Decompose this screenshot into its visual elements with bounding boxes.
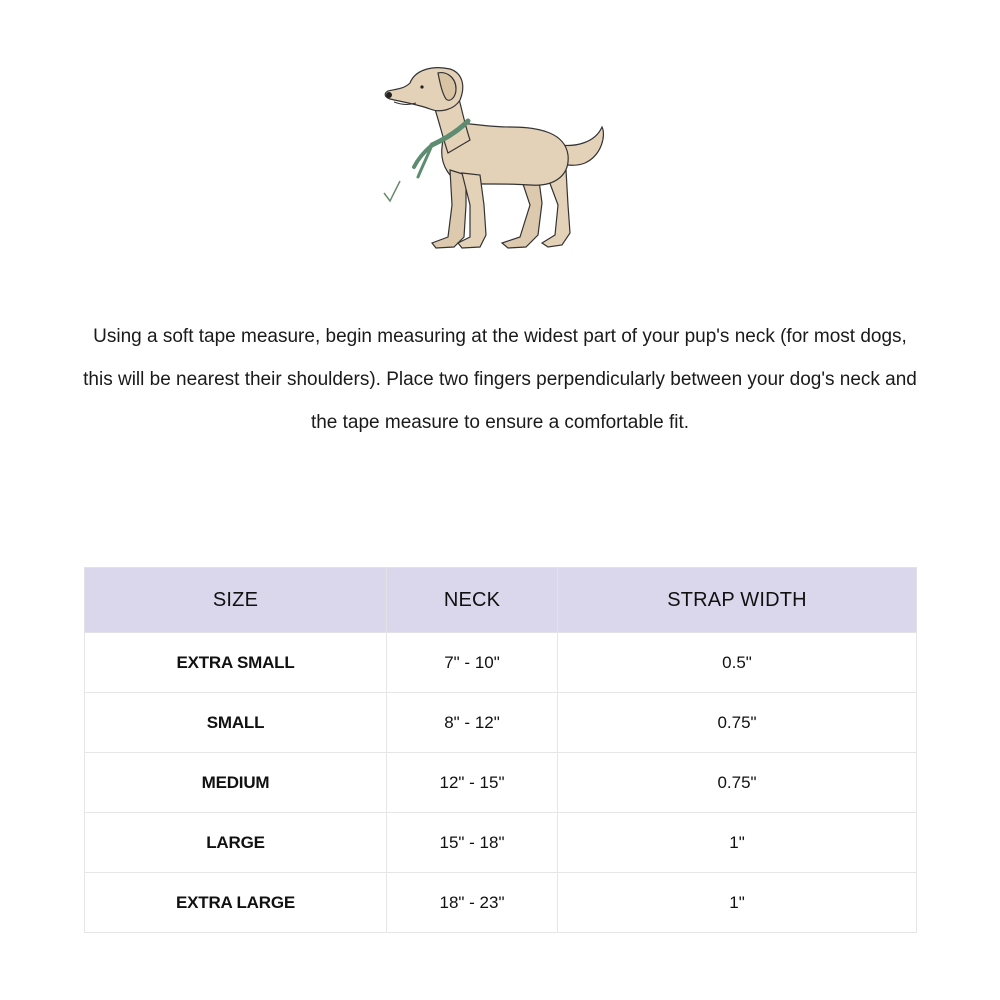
- table-row: [85, 693, 917, 753]
- size-cell: EXTRA LARGE: [85, 873, 387, 933]
- neck-cell: 15" - 18": [387, 813, 558, 873]
- strap-width-cell: 1": [558, 873, 917, 933]
- size-cell: LARGE: [85, 813, 387, 873]
- table-row: [85, 873, 917, 933]
- dog-measuring-illustration: [370, 55, 620, 265]
- table-header-row: [85, 568, 917, 633]
- neck-cell: 7" - 10": [387, 633, 558, 693]
- size-cell: MEDIUM: [85, 753, 387, 813]
- table-row: [85, 633, 917, 693]
- measuring-instructions: Using a soft tape measure, begin measuring at the widest part of your pup's neck (for most dogs, this will be nearest their shoulders). Place two fingers perpendicularly between your dog's neck and the tape measure to ensure a comfortable fit.: [83, 326, 917, 433]
- dog-icon: [370, 55, 620, 265]
- header-neck: NECK: [387, 568, 558, 633]
- size-chart-table: [84, 567, 917, 933]
- header-strap-width: STRAP WIDTH: [558, 568, 917, 633]
- neck-cell: 8" - 12": [387, 693, 558, 753]
- strap-width-cell: 0.75": [558, 693, 917, 753]
- strap-width-cell: 0.75": [558, 753, 917, 813]
- strap-width-cell: 0.5": [558, 633, 917, 693]
- neck-cell: 12" - 15": [387, 753, 558, 813]
- size-cell: EXTRA SMALL: [85, 633, 387, 693]
- neck-cell: 18" - 23": [387, 873, 558, 933]
- table-row: [85, 753, 917, 813]
- strap-width-cell: 1": [558, 813, 917, 873]
- header-size: SIZE: [85, 568, 387, 633]
- table-row: [85, 813, 917, 873]
- size-cell: SMALL: [85, 693, 387, 753]
